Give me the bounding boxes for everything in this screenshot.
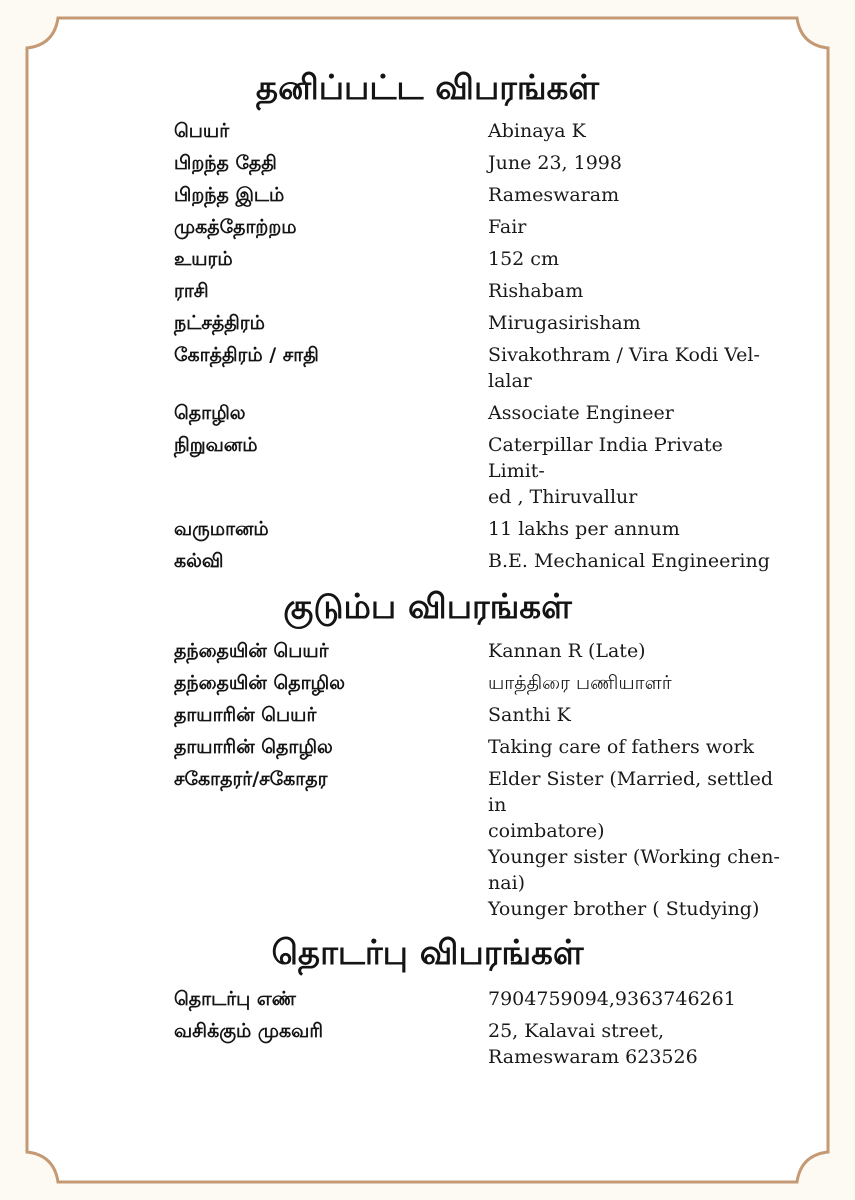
detail-value bbox=[488, 432, 783, 510]
detail-value bbox=[488, 670, 783, 696]
detail-label: ராசி bbox=[174, 280, 209, 302]
detail-row bbox=[0, 702, 855, 728]
detail-label: பெயர் bbox=[174, 120, 230, 142]
detail-row bbox=[0, 766, 855, 922]
detail-value-line: lalar bbox=[488, 370, 532, 392]
detail-value bbox=[488, 342, 783, 394]
detail-value bbox=[488, 182, 783, 208]
detail-value-line: coimbatore) bbox=[488, 820, 605, 842]
detail-label: தந்தையின் தொழில bbox=[174, 672, 346, 694]
detail-value-line: Rameswaram bbox=[488, 184, 620, 206]
detail-value bbox=[488, 246, 783, 272]
detail-value-line: Younger brother ( Studying) bbox=[488, 898, 760, 920]
detail-value bbox=[488, 766, 783, 922]
detail-row bbox=[0, 432, 855, 510]
detail-label: தாயாரின் தொழில bbox=[174, 736, 333, 758]
detail-label: தந்தையின் பெயர் bbox=[174, 640, 329, 662]
detail-value-line: 7904759094,9363746261 bbox=[488, 988, 736, 1010]
detail-value-line: ed , Thiruvallur bbox=[488, 486, 638, 508]
detail-value-line: 152 cm bbox=[488, 248, 559, 270]
detail-label: வருமானம் bbox=[174, 518, 269, 540]
detail-value-line: Abinaya K bbox=[488, 120, 586, 142]
detail-value bbox=[488, 214, 783, 240]
detail-value bbox=[488, 986, 783, 1012]
detail-value-line: Elder Sister (Married, settled in bbox=[488, 768, 773, 816]
detail-value bbox=[488, 150, 783, 176]
detail-row bbox=[0, 734, 855, 760]
personal-details-heading: தனிப்பட்ட விபரங்கள் bbox=[255, 68, 600, 108]
detail-label: கோத்திரம் / சாதி bbox=[174, 344, 319, 366]
detail-value-line: Kannan R (Late) bbox=[488, 640, 646, 662]
detail-value bbox=[488, 638, 783, 664]
detail-value bbox=[488, 310, 783, 336]
family-details-list bbox=[0, 638, 855, 928]
detail-label: நிறுவனம் bbox=[174, 434, 258, 456]
detail-label: தொடர்பு எண் bbox=[174, 988, 296, 1010]
contact-details-heading: தொடர்பு விபரங்கள் bbox=[271, 933, 584, 973]
detail-row bbox=[0, 1018, 855, 1070]
detail-row bbox=[0, 516, 855, 542]
detail-value-line: Taking care of fathers work bbox=[488, 736, 755, 758]
detail-row bbox=[0, 214, 855, 240]
detail-row bbox=[0, 638, 855, 664]
detail-value-line: Sivakothram / Vira Kodi Vel- bbox=[488, 344, 760, 366]
detail-label: வசிக்கும் முகவரி bbox=[174, 1020, 324, 1042]
detail-row bbox=[0, 400, 855, 426]
detail-value-line: Fair bbox=[488, 216, 527, 238]
detail-label: தொழில bbox=[174, 402, 246, 424]
detail-value-line: nai) bbox=[488, 872, 526, 894]
detail-row bbox=[0, 310, 855, 336]
detail-value bbox=[488, 278, 783, 304]
detail-label: தாயாரின் பெயர் bbox=[174, 704, 317, 726]
detail-value-line: B.E. Mechanical Engineering bbox=[488, 550, 770, 572]
detail-value bbox=[488, 118, 783, 144]
detail-row bbox=[0, 342, 855, 394]
detail-value-line: Associate Engineer bbox=[488, 402, 674, 424]
detail-value bbox=[488, 548, 783, 574]
detail-label: முகத்தோற்றம bbox=[174, 216, 297, 238]
detail-row bbox=[0, 246, 855, 272]
detail-row bbox=[0, 118, 855, 144]
detail-value bbox=[488, 734, 783, 760]
detail-label: சகோதரர்/சகோதர bbox=[174, 768, 328, 790]
detail-row bbox=[0, 182, 855, 208]
detail-value bbox=[488, 1018, 783, 1070]
detail-value-line: Rishabam bbox=[488, 280, 584, 302]
detail-label: பிறந்த இடம் bbox=[174, 184, 285, 206]
detail-value-line: Rameswaram 623526 bbox=[488, 1046, 698, 1068]
detail-label: கல்வி bbox=[174, 550, 224, 572]
detail-value bbox=[488, 516, 783, 542]
detail-row bbox=[0, 670, 855, 696]
detail-row bbox=[0, 150, 855, 176]
detail-value-line: Santhi K bbox=[488, 704, 571, 726]
detail-value-line: 25, Kalavai street, bbox=[488, 1020, 664, 1042]
detail-value-line: யாத்திரை பணியாளர் bbox=[488, 672, 672, 694]
detail-value bbox=[488, 400, 783, 426]
detail-row bbox=[0, 278, 855, 304]
detail-label: உயரம் bbox=[174, 248, 233, 270]
family-details-heading: குடும்ப விபரங்கள் bbox=[283, 587, 572, 627]
detail-row bbox=[0, 986, 855, 1012]
detail-value-line: Caterpillar India Private Limit- bbox=[488, 434, 723, 482]
detail-label: நட்சத்திரம் bbox=[174, 312, 265, 334]
detail-value-line: Younger sister (Working chen- bbox=[488, 846, 780, 868]
detail-label: பிறந்த தேதி bbox=[174, 152, 277, 174]
detail-value-line: Mirugasirisham bbox=[488, 312, 641, 334]
detail-value-line: June 23, 1998 bbox=[488, 152, 622, 174]
detail-value bbox=[488, 702, 783, 728]
detail-row bbox=[0, 548, 855, 574]
contact-details-list bbox=[0, 986, 855, 1076]
personal-details-list bbox=[0, 118, 855, 580]
detail-value-line: 11 lakhs per annum bbox=[488, 518, 680, 540]
